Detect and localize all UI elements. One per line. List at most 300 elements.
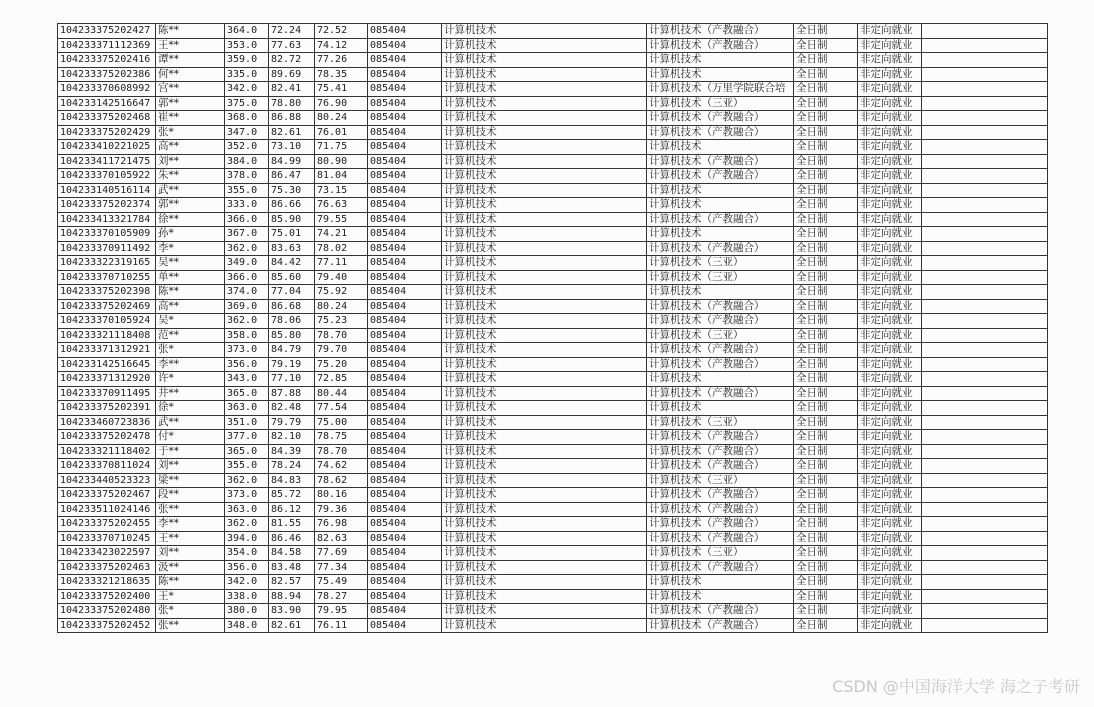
total-score-cell: 71.75 [315,140,368,155]
employment-type-cell: 非定向就业 [858,415,922,430]
empty-cell [922,140,1048,155]
name-cell: 武** [156,183,225,198]
research-direction-cell: 计算机技术 [647,589,794,604]
major-name-cell: 计算机技术 [442,502,647,517]
name-cell: 高** [156,299,225,314]
candidate-id-cell: 104233321218635 [58,575,156,590]
table-row [58,212,1048,227]
major-name-cell: 计算机技术 [442,488,647,503]
study-mode-cell: 全日制 [794,53,858,68]
employment-type-cell: 非定向就业 [858,24,922,39]
major-name-cell: 计算机技术 [442,575,647,590]
empty-cell [922,343,1048,358]
retest-score-cell: 82.57 [269,575,315,590]
candidate-id-cell: 104233140516114 [58,183,156,198]
empty-cell [922,386,1048,401]
major-code-cell: 085404 [368,125,442,140]
empty-cell [922,198,1048,213]
name-cell: 梁** [156,473,225,488]
major-name-cell: 计算机技术 [442,430,647,445]
total-score-cell: 75.23 [315,314,368,329]
study-mode-cell: 全日制 [794,183,858,198]
table-row [58,343,1048,358]
research-direction-cell: 计算机技术（产教融合） [647,430,794,445]
name-cell: 井** [156,386,225,401]
empty-cell [922,314,1048,329]
empty-cell [922,67,1048,82]
empty-cell [922,111,1048,126]
table-row [58,444,1048,459]
candidate-id-cell: 104233511024146 [58,502,156,517]
total-score-cell: 78.70 [315,444,368,459]
major-code-cell: 085404 [368,343,442,358]
retest-score-cell: 77.63 [269,38,315,53]
research-direction-cell: 计算机技术（产教融合） [647,24,794,39]
candidate-id-cell: 104233375202391 [58,401,156,416]
initial-score-cell: 342.0 [225,82,269,97]
total-score-cell: 80.90 [315,154,368,169]
empty-cell [922,502,1048,517]
empty-cell [922,125,1048,140]
major-name-cell: 计算机技术 [442,111,647,126]
initial-score-cell: 347.0 [225,125,269,140]
candidate-id-cell: 104233370911495 [58,386,156,401]
name-cell: 刘** [156,546,225,561]
employment-type-cell: 非定向就业 [858,241,922,256]
research-direction-cell: 计算机技术（三亚） [647,256,794,271]
table-row [58,328,1048,343]
major-name-cell: 计算机技术 [442,53,647,68]
study-mode-cell: 全日制 [794,299,858,314]
employment-type-cell: 非定向就业 [858,372,922,387]
name-cell: 张* [156,343,225,358]
employment-type-cell: 非定向就业 [858,53,922,68]
study-mode-cell: 全日制 [794,546,858,561]
employment-type-cell: 非定向就业 [858,82,922,97]
candidate-id-cell: 104233375202467 [58,488,156,503]
major-code-cell: 085404 [368,473,442,488]
table-row [58,575,1048,590]
candidate-id-cell: 104233142516645 [58,357,156,372]
empty-cell [922,299,1048,314]
empty-cell [922,24,1048,39]
study-mode-cell: 全日制 [794,24,858,39]
major-name-cell: 计算机技术 [442,285,647,300]
initial-score-cell: 363.0 [225,502,269,517]
employment-type-cell: 非定向就业 [858,212,922,227]
major-name-cell: 计算机技术 [442,372,647,387]
research-direction-cell: 计算机技术 [647,198,794,213]
table-row [58,82,1048,97]
retest-score-cell: 84.42 [269,256,315,271]
major-code-cell: 085404 [368,314,442,329]
initial-score-cell: 365.0 [225,444,269,459]
candidate-id-cell: 104233375202452 [58,618,156,633]
study-mode-cell: 全日制 [794,560,858,575]
initial-score-cell: 362.0 [225,517,269,532]
employment-type-cell: 非定向就业 [858,38,922,53]
initial-score-cell: 333.0 [225,198,269,213]
major-name-cell: 计算机技术 [442,328,647,343]
table-row [58,517,1048,532]
research-direction-cell: 计算机技术（三亚） [647,96,794,111]
retest-score-cell: 83.90 [269,604,315,619]
research-direction-cell: 计算机技术（产教融合） [647,38,794,53]
candidate-id-cell: 104233370105922 [58,169,156,184]
major-name-cell: 计算机技术 [442,67,647,82]
retest-score-cell: 85.60 [269,270,315,285]
name-cell: 张** [156,618,225,633]
initial-score-cell: 349.0 [225,256,269,271]
candidate-id-cell: 104233370710245 [58,531,156,546]
major-name-cell: 计算机技术 [442,256,647,271]
candidate-id-cell: 104233370710255 [58,270,156,285]
empty-cell [922,589,1048,604]
candidate-id-cell: 104233375202469 [58,299,156,314]
total-score-cell: 75.92 [315,285,368,300]
candidate-id-cell: 104233440523323 [58,473,156,488]
table-row [58,96,1048,111]
study-mode-cell: 全日制 [794,618,858,633]
major-code-cell: 085404 [368,198,442,213]
candidate-id-cell: 104233370105909 [58,227,156,242]
study-mode-cell: 全日制 [794,604,858,619]
retest-score-cell: 82.10 [269,430,315,445]
employment-type-cell: 非定向就业 [858,285,922,300]
table-row [58,415,1048,430]
initial-score-cell: 366.0 [225,270,269,285]
study-mode-cell: 全日制 [794,502,858,517]
initial-score-cell: 352.0 [225,140,269,155]
major-code-cell: 085404 [368,154,442,169]
initial-score-cell: 374.0 [225,285,269,300]
employment-type-cell: 非定向就业 [858,459,922,474]
research-direction-cell: 计算机技术（三亚） [647,270,794,285]
major-name-cell: 计算机技术 [442,531,647,546]
employment-type-cell: 非定向就业 [858,401,922,416]
initial-score-cell: 377.0 [225,430,269,445]
major-name-cell: 计算机技术 [442,589,647,604]
major-name-cell: 计算机技术 [442,38,647,53]
study-mode-cell: 全日制 [794,343,858,358]
candidate-id-cell: 104233375202478 [58,430,156,445]
table-row [58,314,1048,329]
research-direction-cell: 计算机技术（产教融合） [647,111,794,126]
total-score-cell: 74.62 [315,459,368,474]
research-direction-cell: 计算机技术（产教融合） [647,560,794,575]
empty-cell [922,604,1048,619]
candidate-id-cell: 104233460723836 [58,415,156,430]
total-score-cell: 77.69 [315,546,368,561]
major-name-cell: 计算机技术 [442,212,647,227]
candidate-id-cell: 104233375202468 [58,111,156,126]
total-score-cell: 76.90 [315,96,368,111]
retest-score-cell: 77.04 [269,285,315,300]
study-mode-cell: 全日制 [794,241,858,256]
study-mode-cell: 全日制 [794,589,858,604]
study-mode-cell: 全日制 [794,372,858,387]
research-direction-cell: 计算机技术（产教融合） [647,488,794,503]
table-row [58,183,1048,198]
major-code-cell: 085404 [368,459,442,474]
retest-score-cell: 82.61 [269,618,315,633]
total-score-cell: 76.01 [315,125,368,140]
table-row [58,372,1048,387]
study-mode-cell: 全日制 [794,386,858,401]
major-code-cell: 085404 [368,38,442,53]
admission-table [57,23,1048,633]
employment-type-cell: 非定向就业 [858,111,922,126]
table-row [58,357,1048,372]
name-cell: 段** [156,488,225,503]
research-direction-cell: 计算机技术 [647,140,794,155]
candidate-id-cell: 104233375202400 [58,589,156,604]
research-direction-cell: 计算机技术 [647,183,794,198]
total-score-cell: 79.55 [315,212,368,227]
name-cell: 吴** [156,256,225,271]
name-cell: 高** [156,140,225,155]
table-row [58,198,1048,213]
retest-score-cell: 84.99 [269,154,315,169]
candidate-id-cell: 104233413321784 [58,212,156,227]
initial-score-cell: 373.0 [225,343,269,358]
watermark-text: CSDN @中国海洋大学 海之子考研 [832,677,1080,696]
name-cell: 宫** [156,82,225,97]
employment-type-cell: 非定向就业 [858,444,922,459]
major-name-cell: 计算机技术 [442,96,647,111]
empty-cell [922,372,1048,387]
major-name-cell: 计算机技术 [442,415,647,430]
name-cell: 刘** [156,459,225,474]
study-mode-cell: 全日制 [794,488,858,503]
major-code-cell: 085404 [368,183,442,198]
major-code-cell: 085404 [368,430,442,445]
retest-score-cell: 83.48 [269,560,315,575]
retest-score-cell: 86.66 [269,198,315,213]
name-cell: 徐** [156,212,225,227]
initial-score-cell: 384.0 [225,154,269,169]
employment-type-cell: 非定向就业 [858,328,922,343]
total-score-cell: 73.15 [315,183,368,198]
retest-score-cell: 79.79 [269,415,315,430]
total-score-cell: 77.34 [315,560,368,575]
employment-type-cell: 非定向就业 [858,546,922,561]
major-code-cell: 085404 [368,604,442,619]
major-code-cell: 085404 [368,285,442,300]
study-mode-cell: 全日制 [794,198,858,213]
major-name-cell: 计算机技术 [442,270,647,285]
candidate-id-cell: 104233321118402 [58,444,156,459]
major-code-cell: 085404 [368,560,442,575]
research-direction-cell: 计算机技术（万里学院联合培 [647,82,794,97]
empty-cell [922,256,1048,271]
total-score-cell: 78.75 [315,430,368,445]
employment-type-cell: 非定向就业 [858,343,922,358]
major-name-cell: 计算机技术 [442,444,647,459]
research-direction-cell: 计算机技术（产教融合） [647,241,794,256]
total-score-cell: 76.11 [315,618,368,633]
name-cell: 徐* [156,401,225,416]
table-row [58,589,1048,604]
name-cell: 吴* [156,314,225,329]
candidate-id-cell: 104233375202455 [58,517,156,532]
initial-score-cell: 353.0 [225,38,269,53]
research-direction-cell: 计算机技术（三亚） [647,415,794,430]
research-direction-cell: 计算机技术（产教融合） [647,357,794,372]
employment-type-cell: 非定向就业 [858,227,922,242]
name-cell: 郭** [156,96,225,111]
major-code-cell: 085404 [368,270,442,285]
study-mode-cell: 全日制 [794,169,858,184]
total-score-cell: 78.27 [315,589,368,604]
study-mode-cell: 全日制 [794,531,858,546]
research-direction-cell: 计算机技术 [647,227,794,242]
table-row [58,38,1048,53]
empty-cell [922,82,1048,97]
name-cell: 李** [156,517,225,532]
research-direction-cell: 计算机技术（产教融合） [647,531,794,546]
study-mode-cell: 全日制 [794,125,858,140]
name-cell: 朱** [156,169,225,184]
table-row [58,604,1048,619]
name-cell: 孙* [156,227,225,242]
research-direction-cell: 计算机技术（产教融合） [647,154,794,169]
table-row [58,256,1048,271]
table-row [58,67,1048,82]
name-cell: 陈** [156,575,225,590]
initial-score-cell: 356.0 [225,357,269,372]
candidate-id-cell: 104233375202398 [58,285,156,300]
research-direction-cell: 计算机技术（三亚） [647,546,794,561]
empty-cell [922,531,1048,546]
retest-score-cell: 89.69 [269,67,315,82]
major-code-cell: 085404 [368,82,442,97]
retest-score-cell: 86.68 [269,299,315,314]
name-cell: 郭** [156,198,225,213]
employment-type-cell: 非定向就业 [858,299,922,314]
name-cell: 王* [156,589,225,604]
initial-score-cell: 354.0 [225,546,269,561]
major-name-cell: 计算机技术 [442,618,647,633]
candidate-id-cell: 104233370608992 [58,82,156,97]
retest-score-cell: 82.61 [269,125,315,140]
name-cell: 张* [156,604,225,619]
name-cell: 单** [156,270,225,285]
empty-cell [922,96,1048,111]
major-name-cell: 计算机技术 [442,299,647,314]
name-cell: 李* [156,241,225,256]
major-code-cell: 085404 [368,386,442,401]
name-cell: 王** [156,531,225,546]
empty-cell [922,618,1048,633]
study-mode-cell: 全日制 [794,401,858,416]
research-direction-cell: 计算机技术（产教融合） [647,459,794,474]
major-name-cell: 计算机技术 [442,140,647,155]
total-score-cell: 75.41 [315,82,368,97]
employment-type-cell: 非定向就业 [858,169,922,184]
initial-score-cell: 368.0 [225,111,269,126]
total-score-cell: 78.70 [315,328,368,343]
major-code-cell: 085404 [368,372,442,387]
empty-cell [922,53,1048,68]
total-score-cell: 79.95 [315,604,368,619]
candidate-id-cell: 104233371312921 [58,343,156,358]
total-score-cell: 78.62 [315,473,368,488]
empty-cell [922,444,1048,459]
major-name-cell: 计算机技术 [442,198,647,213]
major-name-cell: 计算机技术 [442,314,647,329]
empty-cell [922,575,1048,590]
employment-type-cell: 非定向就业 [858,575,922,590]
candidate-id-cell: 104233375202463 [58,560,156,575]
empty-cell [922,517,1048,532]
table-row [58,53,1048,68]
candidate-id-cell: 104233375202427 [58,24,156,39]
initial-score-cell: 373.0 [225,488,269,503]
table-row [58,401,1048,416]
employment-type-cell: 非定向就业 [858,604,922,619]
study-mode-cell: 全日制 [794,357,858,372]
employment-type-cell: 非定向就业 [858,531,922,546]
empty-cell [922,154,1048,169]
major-name-cell: 计算机技术 [442,459,647,474]
employment-type-cell: 非定向就业 [858,386,922,401]
research-direction-cell: 计算机技术（产教融合） [647,125,794,140]
empty-cell [922,183,1048,198]
major-code-cell: 085404 [368,517,442,532]
name-cell: 于** [156,444,225,459]
retest-score-cell: 84.83 [269,473,315,488]
total-score-cell: 77.26 [315,53,368,68]
name-cell: 陈** [156,285,225,300]
initial-score-cell: 359.0 [225,53,269,68]
retest-score-cell: 83.63 [269,241,315,256]
initial-score-cell: 378.0 [225,169,269,184]
total-score-cell: 79.36 [315,502,368,517]
total-score-cell: 80.16 [315,488,368,503]
employment-type-cell: 非定向就业 [858,589,922,604]
table-row [58,169,1048,184]
research-direction-cell: 计算机技术 [647,53,794,68]
employment-type-cell: 非定向就业 [858,560,922,575]
research-direction-cell: 计算机技术（产教融合） [647,314,794,329]
research-direction-cell: 计算机技术 [647,401,794,416]
study-mode-cell: 全日制 [794,314,858,329]
research-direction-cell: 计算机技术（产教融合） [647,502,794,517]
employment-type-cell: 非定向就业 [858,517,922,532]
total-score-cell: 81.04 [315,169,368,184]
research-direction-cell: 计算机技术（产教融合） [647,444,794,459]
initial-score-cell: 367.0 [225,227,269,242]
research-direction-cell: 计算机技术（产教融合） [647,386,794,401]
study-mode-cell: 全日制 [794,430,858,445]
retest-score-cell: 85.72 [269,488,315,503]
name-cell: 谭** [156,53,225,68]
table-row [58,531,1048,546]
employment-type-cell: 非定向就业 [858,154,922,169]
research-direction-cell: 计算机技术（产教融合） [647,299,794,314]
initial-score-cell: 355.0 [225,459,269,474]
total-score-cell: 76.98 [315,517,368,532]
major-name-cell: 计算机技术 [442,386,647,401]
retest-score-cell: 75.30 [269,183,315,198]
table-row [58,140,1048,155]
study-mode-cell: 全日制 [794,328,858,343]
total-score-cell: 74.12 [315,38,368,53]
empty-cell [922,328,1048,343]
candidate-id-cell: 104233322319165 [58,256,156,271]
employment-type-cell: 非定向就业 [858,67,922,82]
